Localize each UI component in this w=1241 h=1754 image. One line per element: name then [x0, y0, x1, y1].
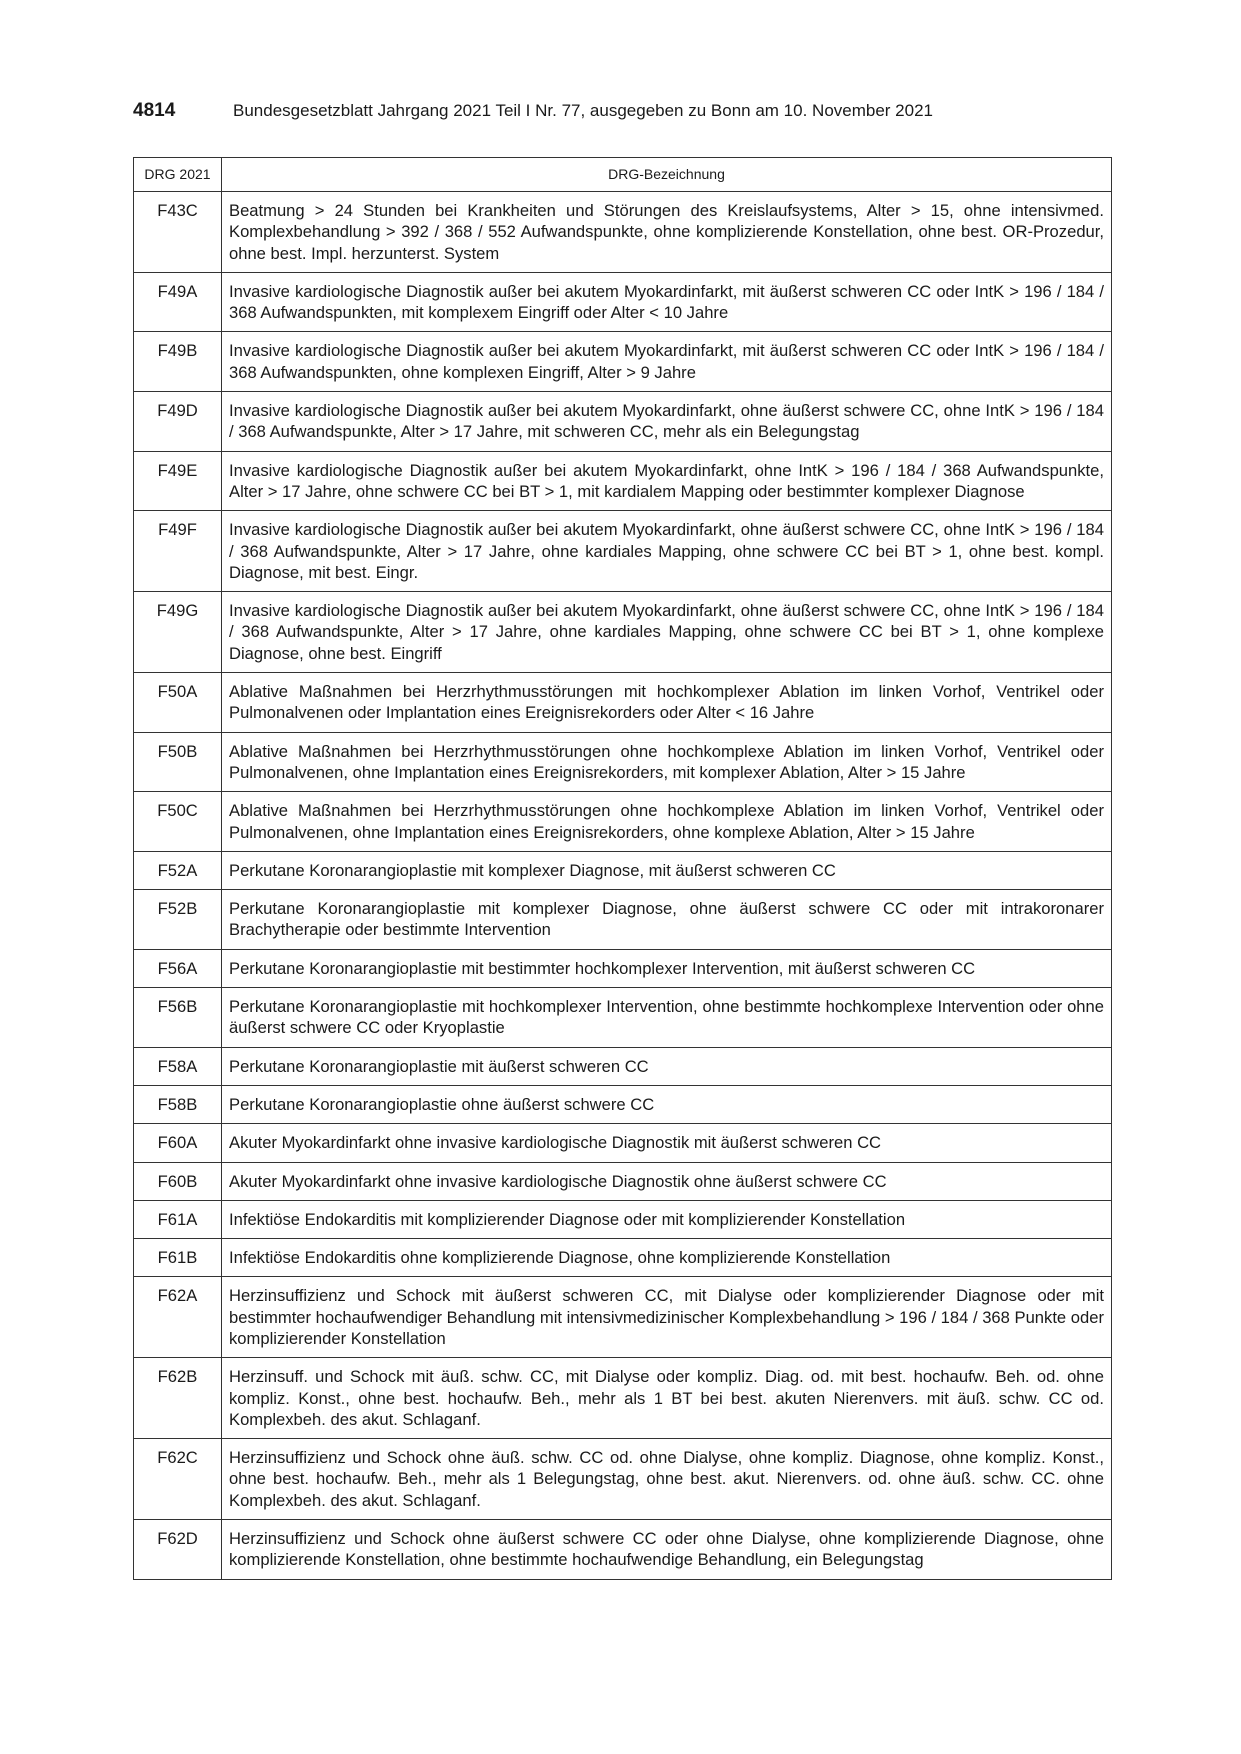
drg-code: F60A: [134, 1124, 222, 1162]
table-row: [134, 1239, 1112, 1277]
drg-description: Ablative Maßnahmen bei Herzrhythmusstörungen ohne hochkomplexe Ablation im linken Vorhof, Ventrikel oder Pulmonalvenen, ohne Implantation eines Ereignisrekorders, mit komplexer Ablation, Alter > 15 Jahre: [222, 732, 1112, 792]
drg-code: F56A: [134, 949, 222, 987]
column-header-description: DRG-Bezeichnung: [222, 158, 1112, 192]
drg-code: F62C: [134, 1439, 222, 1520]
drg-code: F43C: [134, 192, 222, 273]
table-row: [134, 1520, 1112, 1580]
drg-description: Beatmung > 24 Stunden bei Krankheiten und Störungen des Kreislaufsystems, Alter > 15, ohne intensivmed. Komplexbehandlung > 392 / 368 / 552 Aufwandspunkte, ohne komplizierende Konstellation, ohne best. OR-Prozedur, ohne best. Impl. herzunterst. System: [222, 192, 1112, 273]
table-row: [134, 1162, 1112, 1200]
drg-description: Invasive kardiologische Diagnostik außer bei akutem Myokardinfarkt, ohne äußerst schwere CC, ohne IntK > 196 / 184 / 368 Aufwandspunkte, Alter > 17 Jahre, mit schweren CC, mehr als ein Belegungstag: [222, 392, 1112, 452]
drg-code: F50C: [134, 792, 222, 852]
drg-code: F62D: [134, 1520, 222, 1580]
drg-code: F61B: [134, 1239, 222, 1277]
drg-code: F49F: [134, 511, 222, 592]
table-row: [134, 272, 1112, 332]
drg-description: Perkutane Koronarangioplastie ohne äußerst schwere CC: [222, 1085, 1112, 1123]
page-number: 4814: [133, 100, 176, 121]
drg-code: F50B: [134, 732, 222, 792]
table-row: [134, 673, 1112, 733]
drg-description: Invasive kardiologische Diagnostik außer bei akutem Myokardinfarkt, ohne IntK > 196 / 184 / 368 Aufwandspunkte, Alter > 17 Jahre, ohne schwere CC bei BT > 1, mit kardialem Mapping oder bestimmter komplexer Diagnose: [222, 451, 1112, 511]
table-row: [134, 949, 1112, 987]
table-body: [134, 192, 1112, 1580]
publication-title: Bundesgesetzblatt Jahrgang 2021 Teil I Nr. 77, ausgegeben zu Bonn am 10. November 2021: [233, 101, 933, 120]
table-row: [134, 451, 1112, 511]
drg-code: F62A: [134, 1277, 222, 1358]
table-row: [134, 1439, 1112, 1520]
drg-code: F58A: [134, 1047, 222, 1085]
table-row: [134, 851, 1112, 889]
drg-description: Perkutane Koronarangioplastie mit komplexer Diagnose, ohne äußerst schwere CC oder mit intrakoronarer Brachytherapie oder bestimmte Intervention: [222, 890, 1112, 950]
drg-code: F49B: [134, 332, 222, 392]
drg-code: F60B: [134, 1162, 222, 1200]
table-row: [134, 1277, 1112, 1358]
drg-description: Invasive kardiologische Diagnostik außer bei akutem Myokardinfarkt, ohne äußerst schwere CC, ohne IntK > 196 / 184 / 368 Aufwandspunkte, Alter > 17 Jahre, ohne kardiales Mapping, ohne schwere CC bei BT > 1, ohne best. kompl. Diagnose, mit best. Eingr.: [222, 511, 1112, 592]
table-row: [134, 392, 1112, 452]
drg-description: Perkutane Koronarangioplastie mit äußerst schweren CC: [222, 1047, 1112, 1085]
table-row: [134, 792, 1112, 852]
column-header-code: DRG 2021: [134, 158, 222, 192]
drg-description: Akuter Myokardinfarkt ohne invasive kardiologische Diagnostik mit äußerst schweren CC: [222, 1124, 1112, 1162]
drg-code: F52A: [134, 851, 222, 889]
drg-code: F49A: [134, 272, 222, 332]
drg-description: Invasive kardiologische Diagnostik außer bei akutem Myokardinfarkt, mit äußerst schweren CC oder IntK > 196 / 184 / 368 Aufwandspunkten, mit komplexem Eingriff oder Alter < 10 Jahre: [222, 272, 1112, 332]
table-row: [134, 592, 1112, 673]
drg-description: Herzinsuffizienz und Schock ohne äußerst schwere CC oder ohne Dialyse, ohne komplizierende Diagnose, ohne komplizierende Konstellation, ohne bestimmte hochaufwendige Behandlung, ein Belegungstag: [222, 1520, 1112, 1580]
table-row: [134, 1200, 1112, 1238]
drg-code: F49G: [134, 592, 222, 673]
drg-description: Infektiöse Endokarditis mit komplizierender Diagnose oder mit komplizierender Konstellation: [222, 1200, 1112, 1238]
drg-code: F62B: [134, 1358, 222, 1439]
table-header-row: [134, 158, 1112, 192]
page-header: [133, 100, 1113, 122]
drg-description: Perkutane Koronarangioplastie mit hochkomplexer Intervention, ohne bestimmte hochkomplexe Intervention oder ohne äußerst schwere CC oder Kryoplastie: [222, 988, 1112, 1048]
table-row: [134, 1047, 1112, 1085]
drg-description: Perkutane Koronarangioplastie mit bestimmter hochkomplexer Intervention, mit äußerst schweren CC: [222, 949, 1112, 987]
table-row: [134, 1124, 1112, 1162]
drg-description: Infektiöse Endokarditis ohne komplizierende Diagnose, ohne komplizierende Konstellation: [222, 1239, 1112, 1277]
table-row: [134, 988, 1112, 1048]
table-row: [134, 732, 1112, 792]
drg-code: F49E: [134, 451, 222, 511]
drg-code: F50A: [134, 673, 222, 733]
table-row: [134, 1085, 1112, 1123]
drg-table: [133, 157, 1112, 1580]
drg-description: Herzinsuffizienz und Schock ohne äuß. schw. CC od. ohne Dialyse, ohne kompliz. Diagnose, ohne kompliz. Konst., ohne best. hochaufw. Beh., mehr als 1 Belegungstag, ohne best. akut. Nierenvers. od. ohne äuß. schw. CC. ohne Komplexbeh. des akut. Schlaganf.: [222, 1439, 1112, 1520]
drg-description: Invasive kardiologische Diagnostik außer bei akutem Myokardinfarkt, mit äußerst schweren CC oder IntK > 196 / 184 / 368 Aufwandspunkten, ohne komplexen Eingriff, Alter > 9 Jahre: [222, 332, 1112, 392]
drg-description: Akuter Myokardinfarkt ohne invasive kardiologische Diagnostik ohne äußerst schwere CC: [222, 1162, 1112, 1200]
table-row: [134, 511, 1112, 592]
drg-code: F56B: [134, 988, 222, 1048]
drg-description: Ablative Maßnahmen bei Herzrhythmusstörungen ohne hochkomplexe Ablation im linken Vorhof, Ventrikel oder Pulmonalvenen, ohne Implantation eines Ereignisrekorders, ohne komplexe Ablation, Alter > 15 Jahre: [222, 792, 1112, 852]
drg-description: Herzinsuffizienz und Schock mit äußerst schweren CC, mit Dialyse oder komplizierender Diagnose oder mit bestimmter hochaufwendiger Behandlung mit intensivmedizinischer Komplexbehandlung > 196 / 184 / 368 Punkte oder komplizierender Konstellation: [222, 1277, 1112, 1358]
drg-code: F58B: [134, 1085, 222, 1123]
table-row: [134, 192, 1112, 273]
drg-code: F49D: [134, 392, 222, 452]
table-row: [134, 890, 1112, 950]
drg-description: Herzinsuff. und Schock mit äuß. schw. CC, mit Dialyse oder kompliz. Diag. od. mit best. hochaufw. Beh. od. ohne kompliz. Konst., ohne best. hochaufw. Beh., mehr als 1 BT bei best. akuten Nierenvers. mit äuß. schw. CC od. Komplexbeh. des akut. Schlaganf.: [222, 1358, 1112, 1439]
drg-code: F52B: [134, 890, 222, 950]
table-row: [134, 1358, 1112, 1439]
drg-code: F61A: [134, 1200, 222, 1238]
drg-description: Invasive kardiologische Diagnostik außer bei akutem Myokardinfarkt, ohne äußerst schwere CC, ohne IntK > 196 / 184 / 368 Aufwandspunkte, Alter > 17 Jahre, ohne kardiales Mapping, ohne schwere CC bei BT > 1, ohne komplexe Diagnose, ohne best. Eingriff: [222, 592, 1112, 673]
drg-description: Ablative Maßnahmen bei Herzrhythmusstörungen mit hochkomplexer Ablation im linken Vorhof, Ventrikel oder Pulmonalvenen oder Implantation eines Ereignisrekorders oder Alter < 16 Jahre: [222, 673, 1112, 733]
table-row: [134, 332, 1112, 392]
drg-description: Perkutane Koronarangioplastie mit komplexer Diagnose, mit äußerst schweren CC: [222, 851, 1112, 889]
